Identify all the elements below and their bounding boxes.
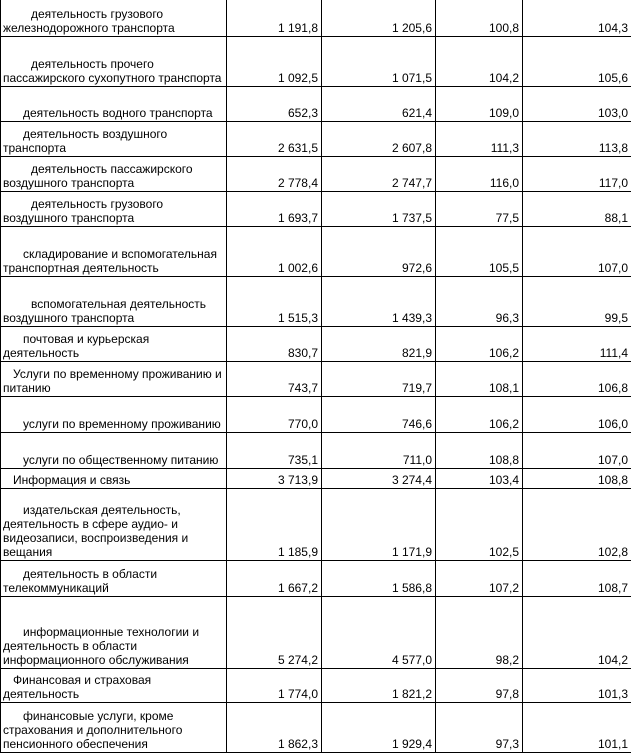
row-label-line: железнодорожного транспорта [3,21,224,35]
row-label-line: транспортная деятельность [3,261,224,275]
row-label [1,157,227,192]
table-row [1,597,631,669]
row-label [1,469,227,489]
row-label [1,669,227,703]
row-label [1,433,227,469]
value-cell-1: 1 693,7 [227,192,322,227]
row-label [1,362,227,397]
row-label [1,0,227,37]
value-cell-3: 116,0 [436,157,523,192]
value-cell-4: 101,1 [523,703,631,753]
value-cell-3: 97,3 [436,703,523,753]
table-row [1,469,631,489]
row-label [1,327,227,362]
row-label-line: услуги по общественному питанию [3,453,224,467]
value-cell-4: 117,0 [523,157,631,192]
value-cell-2: 1 929,4 [322,703,436,753]
value-cell-4: 104,3 [523,0,631,37]
value-cell-4: 106,0 [523,397,631,433]
value-cell-3: 105,5 [436,227,523,277]
row-label [1,277,227,327]
table-row [1,277,631,327]
value-cell-4: 99,5 [523,277,631,327]
row-label-line: издательская деятельность, [3,503,224,517]
value-cell-1: 1 862,3 [227,703,322,753]
table-row [1,122,631,157]
value-cell-3: 103,4 [436,469,523,489]
row-label [1,597,227,669]
row-label-line: деятельность [3,346,224,360]
value-cell-3: 98,2 [436,597,523,669]
table-row [1,489,631,561]
row-label [1,397,227,433]
row-label-line: деятельность грузового [3,197,224,211]
value-cell-1: 2 778,4 [227,157,322,192]
table-row [1,227,631,277]
table-row [1,327,631,362]
table-row [1,397,631,433]
row-label-line: воздушного транспорта [3,211,224,225]
value-cell-2: 2 747,7 [322,157,436,192]
value-cell-3: 77,5 [436,192,523,227]
row-label-line: страхования и дополнительного [3,723,224,737]
value-cell-2: 1 171,9 [322,489,436,561]
row-label-line: деятельность в сфере аудио- и [3,517,224,531]
row-label-line: вспомогательная деятельность [3,297,224,311]
row-label-line: деятельность пассажирского [3,162,224,176]
value-cell-1: 1 667,2 [227,561,322,597]
row-label-line: пенсионного обеспечения [3,737,224,751]
value-cell-3: 107,2 [436,561,523,597]
value-cell-2: 1 071,5 [322,37,436,87]
row-label-line: информационного обслуживания [3,653,224,667]
row-label [1,37,227,87]
value-cell-4: 105,6 [523,37,631,87]
value-cell-3: 102,5 [436,489,523,561]
value-cell-4: 103,0 [523,87,631,122]
row-label-line: транспорта [3,141,224,155]
value-cell-2: 746,6 [322,397,436,433]
row-label-line: почтовая и курьерская [3,332,224,346]
value-cell-1: 5 274,2 [227,597,322,669]
value-cell-1: 1 185,9 [227,489,322,561]
row-label-line: складирование и вспомогательная [3,247,224,261]
row-label-line: телекоммуникаций [3,581,224,595]
row-label-line: вещания [3,545,224,559]
value-cell-2: 1 737,5 [322,192,436,227]
value-cell-1: 1 191,8 [227,0,322,37]
row-label-line: деятельность [3,687,224,701]
row-label [1,489,227,561]
value-cell-4: 88,1 [523,192,631,227]
value-cell-2: 821,9 [322,327,436,362]
row-label-line: деятельность прочего [3,57,224,71]
value-cell-1: 743,7 [227,362,322,397]
row-label [1,87,227,122]
value-cell-4: 104,2 [523,597,631,669]
row-label-line: деятельность в области [3,567,224,581]
value-cell-3: 97,8 [436,669,523,703]
value-cell-4: 113,8 [523,122,631,157]
value-cell-3: 100,8 [436,0,523,37]
table-row [1,157,631,192]
value-cell-3: 96,3 [436,277,523,327]
table-row [1,0,631,37]
row-label-line: пассажирского сухопутного транспорта [3,71,224,85]
table-row [1,669,631,703]
value-cell-4: 107,0 [523,227,631,277]
row-label-line: воздушного транспорта [3,176,224,190]
table-row [1,703,631,753]
value-cell-2: 621,4 [322,87,436,122]
value-cell-4: 111,4 [523,327,631,362]
value-cell-3: 111,3 [436,122,523,157]
value-cell-2: 1 439,3 [322,277,436,327]
value-cell-4: 108,7 [523,561,631,597]
value-cell-1: 735,1 [227,433,322,469]
row-label-line: деятельность водного транспорта [3,106,224,120]
table-row [1,433,631,469]
row-label-line: видеозаписи, воспроизведения и [3,531,224,545]
row-label [1,227,227,277]
row-label-line: питанию [3,381,224,395]
value-cell-1: 1 515,3 [227,277,322,327]
row-label [1,703,227,753]
value-cell-2: 2 607,8 [322,122,436,157]
value-cell-2: 972,6 [322,227,436,277]
row-label-line: Услуги по временному проживанию и [3,367,224,381]
value-cell-2: 3 274,4 [322,469,436,489]
table-row [1,87,631,122]
row-label-line: воздушного транспорта [3,311,224,325]
value-cell-2: 711,0 [322,433,436,469]
value-cell-1: 1 002,6 [227,227,322,277]
value-cell-1: 1 092,5 [227,37,322,87]
value-cell-3: 108,8 [436,433,523,469]
value-cell-2: 1 586,8 [322,561,436,597]
table-row [1,362,631,397]
row-label-line: финансовые услуги, кроме [3,709,224,723]
value-cell-1: 1 774,0 [227,669,322,703]
table-row [1,37,631,87]
row-label-line: информационные технологии и [3,625,224,639]
row-label [1,561,227,597]
value-cell-1: 3 713,9 [227,469,322,489]
table-body [1,0,631,753]
value-cell-4: 101,3 [523,669,631,703]
value-cell-1: 2 631,5 [227,122,322,157]
value-cell-2: 1 821,2 [322,669,436,703]
row-label-line: деятельность грузового [3,7,224,21]
value-cell-1: 770,0 [227,397,322,433]
value-cell-3: 106,2 [436,327,523,362]
value-cell-1: 830,7 [227,327,322,362]
row-label-line: Финансовая и страховая [3,673,224,687]
value-cell-2: 719,7 [322,362,436,397]
row-label [1,192,227,227]
value-cell-4: 102,8 [523,489,631,561]
row-label-line: деятельность в области [3,639,224,653]
value-cell-1: 652,3 [227,87,322,122]
value-cell-4: 106,8 [523,362,631,397]
value-cell-3: 104,2 [436,37,523,87]
value-cell-3: 109,0 [436,87,523,122]
value-cell-2: 1 205,6 [322,0,436,37]
value-cell-4: 108,8 [523,469,631,489]
value-cell-4: 107,0 [523,433,631,469]
value-cell-3: 106,2 [436,397,523,433]
row-label-line: деятельность воздушного [3,127,224,141]
row-label-line: услуги по временному проживанию [3,417,224,431]
table-row [1,192,631,227]
value-cell-2: 4 577,0 [322,597,436,669]
row-label [1,122,227,157]
row-label-line: Информация и связь [3,473,224,487]
table-row [1,561,631,597]
value-cell-3: 108,1 [436,362,523,397]
